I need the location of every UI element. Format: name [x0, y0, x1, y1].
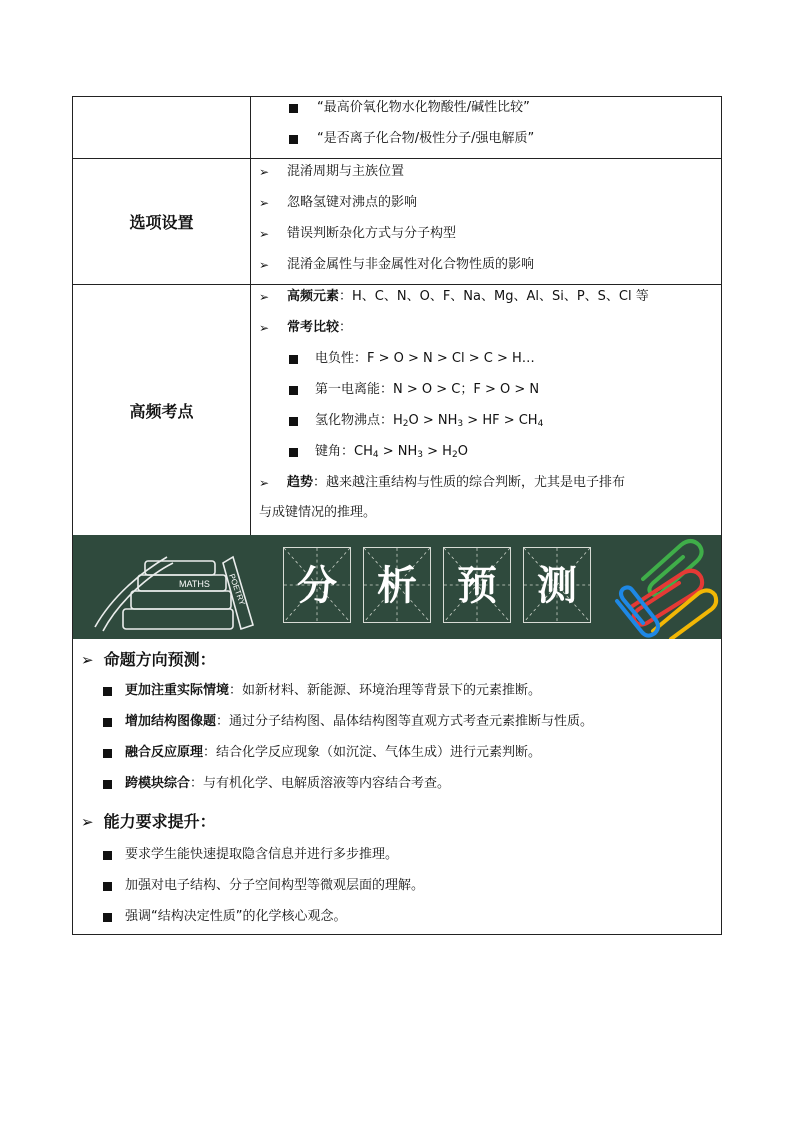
- item-text: 混淆金属性与非金属性对化合物性质的影响: [287, 257, 535, 272]
- arrow-bullet-icon: ➢: [259, 258, 270, 272]
- arrow-bullet-icon: ➢: [259, 321, 270, 335]
- arrow-bullet-icon: ➢: [259, 227, 270, 241]
- square-bullet-icon: [289, 355, 298, 364]
- arrow-bullet-icon: ➢: [259, 165, 270, 179]
- square-bullet-icon: [103, 718, 112, 727]
- row-label-empty: [73, 97, 251, 158]
- section-title: [81, 809, 216, 832]
- item-text: 要求学生能快速提取隐含信息并进行多步推理。: [125, 847, 399, 862]
- item-text: 强调“结构决定性质”的化学核心观念。: [125, 909, 347, 924]
- paper-clips-illustration: [613, 535, 721, 639]
- item-prefix: 键角：: [315, 444, 355, 459]
- item-text: 混淆周期与主族位置: [287, 164, 405, 179]
- row-high-frequency: [73, 285, 721, 535]
- item-text: “是否离子化合物/极性分子/强电解质”: [317, 131, 535, 146]
- item-text: 与成键情况的推理。: [259, 505, 377, 520]
- item-bold-title: 增加结构图像题: [125, 714, 217, 729]
- square-bullet-icon: [103, 882, 112, 891]
- banner-char-cell: [523, 547, 591, 623]
- item-text: 第一电离能：N > O > C；F > O > N: [315, 382, 540, 397]
- banner-char: 预: [457, 563, 497, 609]
- banner-char-cell: [443, 547, 511, 623]
- banner-char-cell: [363, 547, 431, 623]
- square-bullet-icon: [103, 780, 112, 789]
- square-bullet-icon: [289, 386, 298, 395]
- item-text: ：如新材料、新能源、环境治理等背景下的元素推断。: [229, 683, 542, 698]
- item-text: ：与有机化学、电解质溶液等内容结合考查。: [190, 776, 451, 791]
- row-label: 选项设置: [73, 159, 251, 284]
- item-text: 电负性：F > O > N > Cl > C > H…: [315, 351, 535, 366]
- section-title: [81, 647, 216, 670]
- square-bullet-icon: [103, 913, 112, 922]
- arrow-bullet-icon: ➢: [81, 651, 94, 669]
- item-text: 键角：$CH_4 > NH_3 > H_2O$: [315, 444, 468, 460]
- square-bullet-icon: [103, 749, 112, 758]
- section-title-text: 命题方向预测：: [103, 650, 216, 669]
- banner-char: 测: [537, 563, 577, 609]
- item-bold-title: 跨模块综合: [125, 776, 191, 791]
- row-label: 高频考点: [73, 285, 251, 535]
- item-text: ：: [339, 320, 353, 335]
- square-bullet-icon: [103, 687, 112, 696]
- item-bold-title: 更加注重实际情境: [125, 683, 230, 698]
- square-bullet-icon: [103, 851, 112, 860]
- square-bullet-icon: [289, 448, 298, 457]
- item-text: ：越来越注重结构与性质的综合判断，尤其是电子排布: [313, 475, 626, 490]
- item-bold-title: 常考比较: [287, 320, 340, 335]
- item-bold-title: 高频元素: [287, 289, 340, 304]
- item-prefix: 氢化物沸点：: [315, 413, 394, 428]
- arrow-bullet-icon: ➢: [259, 290, 270, 304]
- analysis-banner: [73, 535, 721, 639]
- item-text: 忽略氢键对沸点的影响: [287, 195, 418, 210]
- item-text: 氢化物沸点：$H_2O > NH_3$ > HF > $CH_4$: [315, 413, 544, 429]
- item-text: 加强对电子结构、分子空间构型等微观层面的理解。: [125, 878, 425, 893]
- book-word: MATHS: [179, 579, 210, 589]
- item-text: 错误判断杂化方式与分子构型: [287, 226, 457, 241]
- square-bullet-icon: [289, 417, 298, 426]
- content-table: [72, 96, 722, 935]
- arrow-bullet-icon: ➢: [259, 476, 270, 490]
- item-text: “最高价氧化物水化物酸性/碱性比较”: [317, 100, 530, 115]
- banner-char-cell: [283, 547, 351, 623]
- book-word: POETRY: [227, 572, 247, 607]
- item-bold-title: 融合反应原理: [125, 745, 204, 760]
- item-text: ：H、C、N、O、F、Na、Mg、Al、Si、P、S、Cl 等: [339, 289, 649, 304]
- square-bullet-icon: [289, 135, 298, 144]
- banner-char: 分: [297, 563, 337, 609]
- item-text: ：结合化学反应现象（如沉淀、气体生成）进行元素判断。: [203, 745, 542, 760]
- row-continued: [73, 97, 721, 159]
- banner-char: 析: [377, 563, 417, 609]
- row-option-design: [73, 159, 721, 285]
- item-bold-title: 趋势: [287, 475, 314, 490]
- square-bullet-icon: [289, 104, 298, 113]
- section-title-text: 能力要求提升：: [103, 812, 216, 831]
- books-illustration: [83, 535, 263, 639]
- arrow-bullet-icon: ➢: [259, 196, 270, 210]
- item-text: ：通过分子结构图、晶体结构图等直观方式考查元素推断与性质。: [216, 714, 594, 729]
- arrow-bullet-icon: ➢: [81, 813, 94, 831]
